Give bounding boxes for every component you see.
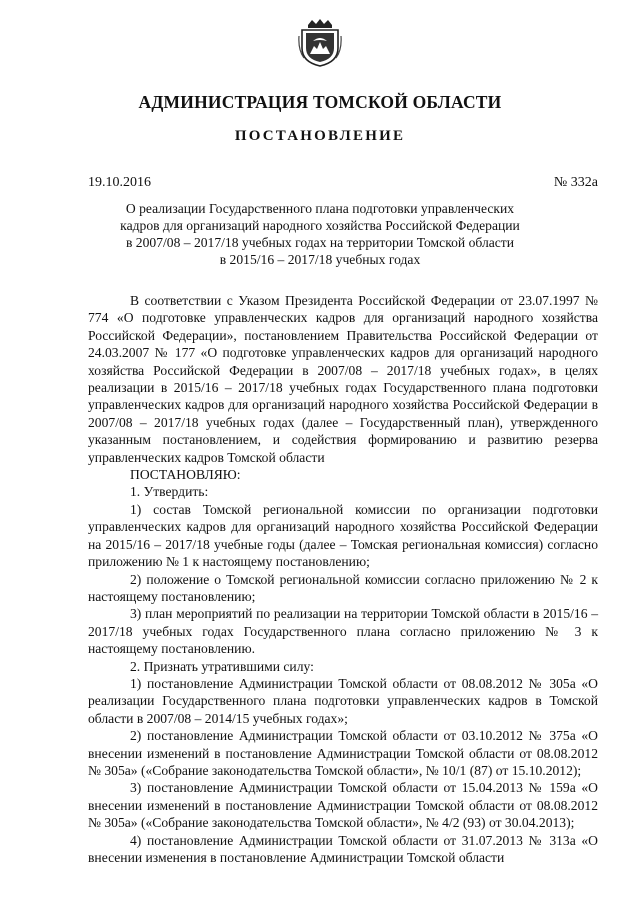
item-1-3: 3) план мероприятий по реализации на территории Томской области в 2015/16 – 2017/18 учебных годах Государственного плана согласно приложению № 3 к настоящему постановлению. [88, 606, 598, 657]
decree-word: ПОСТАНОВЛЯЮ: [130, 467, 241, 483]
title-line: кадров для организаций народного хозяйства Российской Федерации [120, 218, 520, 233]
coat-of-arms-icon [298, 16, 342, 68]
title-line: в 2007/08 – 2017/18 учебных годах на территории Томской области [125, 235, 515, 250]
item-2-2: 2) постановление Администрации Томской области от 03.10.2012 № 375а «О внесении изменений в постановление Администрации Томской области от 08.08.2012 № 305а» («Собрание законодательства Томской области», № 10/1 (87) от 15.10.2012); [88, 728, 598, 778]
document-type: ПОСТАНОВЛЕНИЕ [234, 128, 406, 144]
document-number: № 332а [553, 175, 598, 190]
intro-paragraph: В соответствии с Указом Президента Российской Федерации от 23.07.1997 № 774 «О подготовке управленческих кадров для организаций народного хозяйства Российской Федерации», постановлением Правительства Российской Федерации от 24.03.2007 № 177 «О подготовке управленческих кадров для организаций народного хозяйства Российской Федерации в 2007/08 – 2017/18 учебных годах», в целях реализации в 2015/16 – 2017/18 учебных годах Государственного плана подготовки управленческих кадров для организаций народного хозяйства Российской Федерации в 2007/08 – 2017/18 учебных годах (далее – Государственный план), утвержденного указанным постановлением, и содействия формированию и развитию резерва управленческих кадров Томской области [88, 293, 598, 465]
title-line: О реализации Государственного плана подготовки управленческих [125, 201, 515, 216]
document-title [110, 200, 530, 268]
section-1-heading: 1. Утвердить: [130, 484, 209, 500]
item-1-1: 1) состав Томской региональной комиссии по организации подготовки управленческих кадров для организаций народного хозяйства Российской Федерации на 2015/16 – 2017/18 учебные годы (далее – Томская региональная комиссия) согласно приложению № 1 к настоящему постановлению; [88, 501, 598, 570]
item-1-2: 2) положение о Томской региональной комиссии согласно приложению № 2 к настоящему постановлению; [88, 571, 598, 604]
document-body [88, 292, 598, 866]
document-date: 19.10.2016 [88, 175, 151, 190]
item-2-4: 4) постановление Администрации Томской области от 31.07.2013 № 313а «О внесении изменения в постановление Администрации Томской области [88, 832, 598, 865]
item-2-3: 3) постановление Администрации Томской области от 15.04.2013 № 159а «О внесении изменений в постановление Администрации Томской области от 08.08.2012 № 305а» («Собрание законодательства Томской области», № 4/2 (93) от 30.04.2013); [88, 780, 598, 831]
section-2-heading: 2. Признать утратившими силу: [130, 658, 314, 674]
item-2-1: 1) постановление Администрации Томской области от 08.08.2012 № 305а «О реализации Государственного плана подготовки управленческих кадров в Томской области в 2007/08 – 2014/15 учебных годах»; [88, 675, 598, 726]
title-line: в 2015/16 – 2017/18 учебных годах [219, 252, 421, 267]
organization-name: АДМИНИСТРАЦИЯ ТОМСКОЙ ОБЛАСТИ [138, 92, 502, 112]
